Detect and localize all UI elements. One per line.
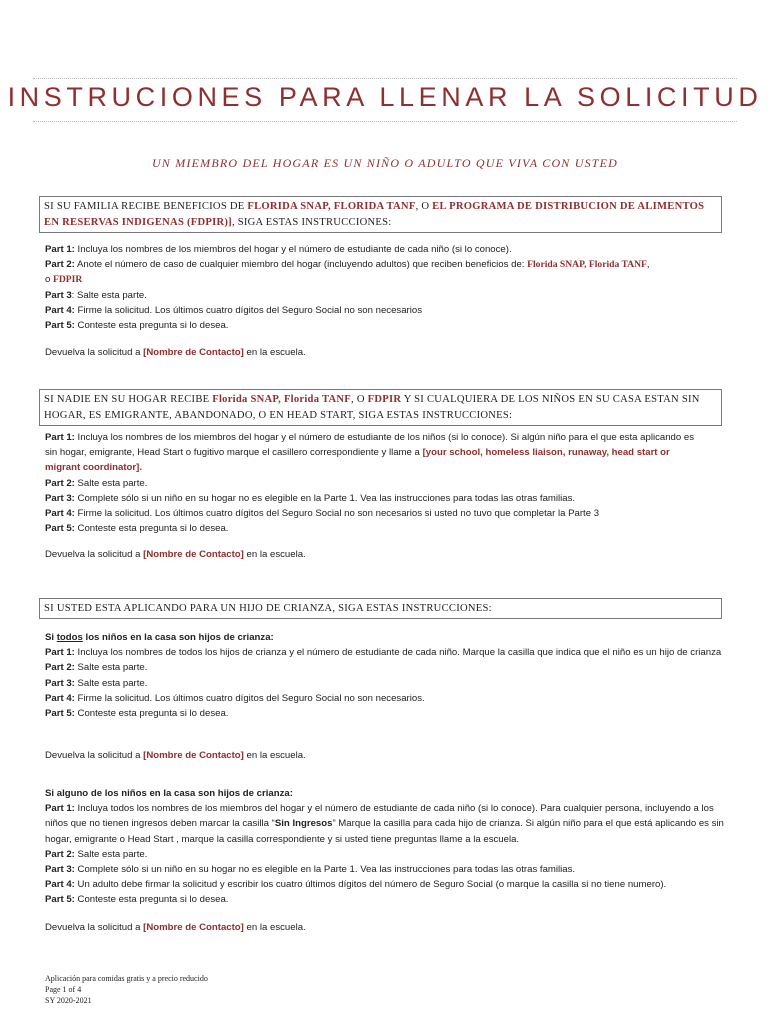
section3a-part4: Part 4: Firme la solicitud. Los últimos cuatro dígitos del Seguro Social no son necesarios.	[45, 692, 425, 704]
section1-part2-cont: o FDPIR	[45, 274, 83, 286]
page-footer	[45, 973, 208, 1006]
section2-part2: Part 2: Salte esta parte.	[45, 477, 148, 489]
section3b-parts	[45, 786, 725, 908]
section1-part5: Part 5: Conteste esta pregunta si lo desea.	[45, 320, 229, 332]
section3a-part5: Part 5: Conteste esta pregunta si lo desea.	[45, 708, 229, 720]
section1-part1: Part 1: Incluya los nombres de los miembros del hogar y el número de estudiante de cada niño (si lo conoce).	[45, 244, 512, 255]
section3-header: SI USTED ESTA APLICANDO PARA UN HIJO DE CRIANZA, SIGA ESTAS INSTRUCCIONES:	[39, 598, 722, 619]
section2-parts	[45, 430, 695, 536]
section1-return: Devuelva la solicitud a [Nombre de Contacto] en la escuela.	[45, 347, 306, 358]
footer-school-year: SY 2020-2021	[45, 996, 92, 1005]
section3a-parts	[45, 630, 735, 721]
section2-part3: Part 3: Complete sólo si un niño en su hogar no es elegible en la Parte 1. Vea las instrucciones para todas las otras familias.	[45, 492, 576, 504]
section3b-part1: Part 1: Incluya todos los nombres de los miembros del hogar y el número de estudiante de cada niño (si lo conoce). Para cualquier persona, incluyendo a los niños que no tienen ingresos deben marcar la casilla “Sin Ingresos” Marque la casilla para cada hijo de crianza. Si algún niño para el que está aplicando es sin hogar, emigrante o Head Start , marque la casilla correspondiente y si usted tiene preguntas llame a la escuela.	[45, 803, 724, 845]
section1-header: SI SU FAMILIA RECIBE BENEFICIOS DE FLORIDA SNAP, FLORIDA TANF, O EL PROGRAMA DE DISTRIBUCION DE ALIMENTOS EN RESERVAS INDIGENAS (FDPIR)], SIGA ESTAS INSTRUCCIONES:	[39, 196, 722, 233]
section3a-part3: Part 3: Salte esta parte.	[45, 677, 148, 689]
section3b-part4: Part 4: Un adulto debe firmar la solicitud y escribir los cuatro últimos dígitos del número de Seguro Social (o marque la casilla si no tiene numero).	[45, 879, 667, 891]
section1-part4: Part 4: Firme la solicitud. Los últimos cuatro dígitos del Seguro Social no son necesarios	[45, 304, 423, 316]
footer-page-number: Page 1 of 4	[45, 985, 82, 994]
section3a-heading: Si todos los niños en la casa son hijos de crianza:	[45, 632, 274, 643]
section1-part2: Part 2: Anote el número de caso de cualquier miembro del hogar (incluyendo adultos) que reciben beneficios de: Florida SNAP, Florida TANF,	[45, 259, 650, 271]
section2-header: SI NADIE EN SU HOGAR RECIBE Florida SNAP, Florida TANF, O FDPIR Y SI CUALQUIERA DE LOS NIÑOS EN SU CASA ESTAN SIN HOGAR, ES EMIGRANTE, ABANDONADO, O EN HEAD START, SIGA ESTAS INSTRUCCIONES:	[39, 389, 722, 426]
section3b-part3: Part 3: Complete sólo si un niño en su hogar no es elegible en la Parte 1. Vea las instrucciones para todas las otras familias.	[45, 864, 576, 876]
section2-part4: Part 4: Firme la solicitud. Los últimos cuatro dígitos del Seguro Social no son necesarios si usted no tuvo que completar la Parte 3	[45, 508, 600, 520]
section2-part1: Part 1: Incluya los nombres de los miembros del hogar y el número de estudiante de los niños (si lo conoce). Si algún niño para el que esta aplicando es sin hogar, emigrante, Head Start o fugitivo marque el casillero correspondiente y llame a [your school, homeless liaison, runaway, head start or migrant coordinator].	[45, 432, 695, 474]
section3b-part5: Part 5: Conteste esta pregunta si lo desea.	[45, 894, 229, 906]
section3b-heading: Si alguno de los niños en la casa son hijos de crianza:	[45, 788, 293, 799]
page-subtitle: UN MIEMBRO DEL HOGAR ES UN NIÑO O ADULTO QUE VIVA CON USTED	[151, 156, 619, 170]
section2-part5: Part 5: Conteste esta pregunta si lo desea.	[45, 523, 229, 535]
section3a-return: Devuelva la solicitud a [Nombre de Contacto] en la escuela.	[45, 750, 306, 761]
page-title: INSTRUCIONES PARA LLENAR LA SOLICITUD	[7, 82, 763, 112]
footer-app-title: Aplicación para comidas gratis y a precio reducido	[45, 974, 208, 983]
section2-return: Devuelva la solicitud a [Nombre de Contacto] en la escuela.	[45, 549, 306, 560]
section3b-return: Devuelva la solicitud a [Nombre de Contacto] en la escuela.	[45, 922, 306, 933]
title-rule-top	[33, 78, 737, 79]
section3a-part2: Part 2: Salte esta parte.	[45, 662, 148, 674]
section1-parts	[45, 242, 735, 333]
title-rule-bottom	[33, 121, 737, 122]
section3b-part2: Part 2: Salte esta parte.	[45, 848, 148, 860]
section1-part3: Part 3: Salte esta parte.	[45, 289, 147, 301]
section3a-part1: Part 1: Incluya los nombres de todos los hijos de crianza y el número de estudiante de cada niño. Marque la casilla que indica que el niño es un hijo de crianza	[45, 647, 722, 659]
